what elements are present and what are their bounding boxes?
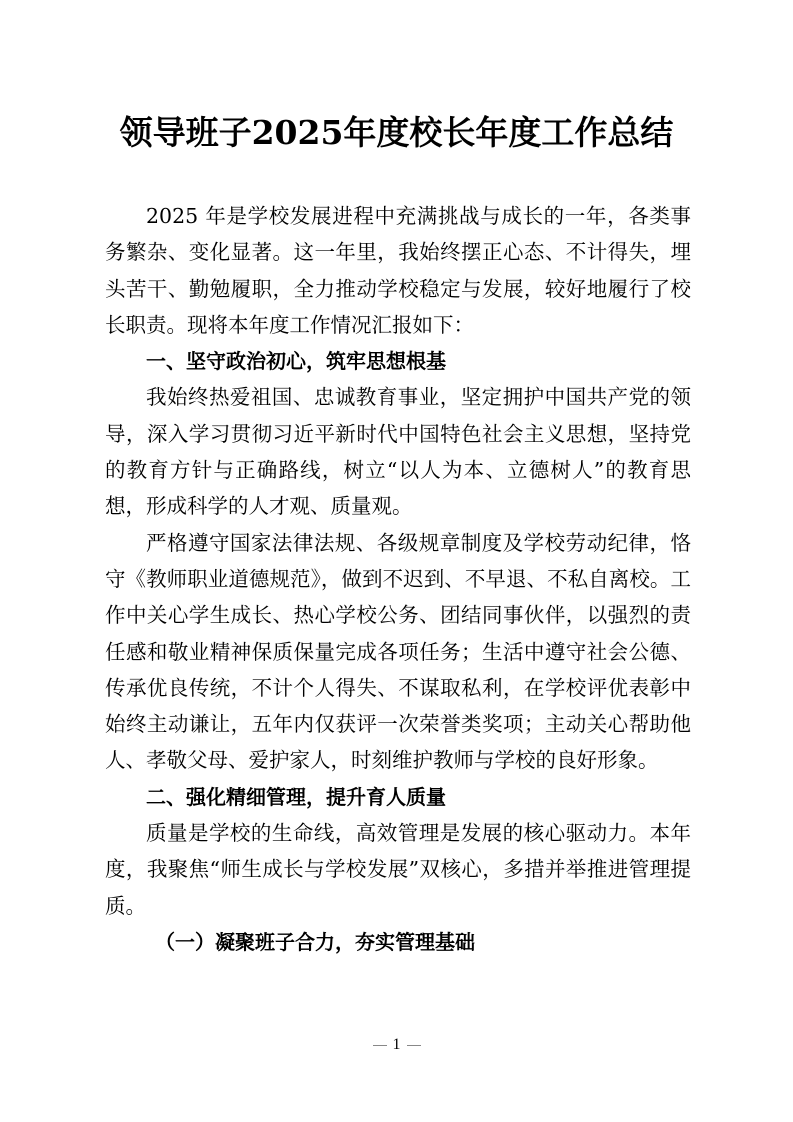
intro-paragraph: 2025 年是学校发展进程中充满挑战与成长的一年，各类事务繁杂、变化显著。这一年里，我始终摆正心态、不计得失，埋头苦干、勤勉履职，全力推动学校稳定与发展，较好地履行了校长职责。现将本年度工作情况汇报如下： <box>105 204 691 337</box>
page-number <box>0 1036 793 1054</box>
subsection-heading-1: （一）凝聚班子合力，夯实管理基础 <box>155 929 475 954</box>
page-number-dash-left <box>373 1045 387 1046</box>
paragraph-discipline: 严格遵守国家法律法规、各级规章制度及学校劳动纪律，恪守《教师职业道德规范》，做到不迟到、不早退、不私自离校。工作中关心学生成长、热心学校公务、团结同事伙伴，以强烈的责任感和敬业精神保质保量完成各项任务；生活中遵守社会公德、传承优良传统，不计个人得失、不谋取私利，在学校评优表彰中始终主动谦让，五年内仅获评一次荣誉类奖项；主动关心帮助他人、孝敬父母、爱护家人，时刻维护教师与学校的良好形象。 <box>105 530 691 773</box>
paragraph-political: 我始终热爱祖国、忠诚教育事业，坚定拥护中国共产党的领导，深入学习贯彻习近平新时代中国特色社会主义思想，坚持党的教育方针与正确路线，树立“以人为本、立德树人”的教育思想，形成科学的人才观、质量观。 <box>105 385 691 519</box>
document-body <box>105 198 691 960</box>
page-number-dash-right <box>407 1045 421 1046</box>
paragraph-management: 质量是学校的生命线，高效管理是发展的核心驱动力。本年度，我聚焦“师生成长与学校发展”双核心，多措并举推进管理提质。 <box>105 821 691 918</box>
section-heading-1: 一、坚守政治初心，筑牢思想根基 <box>146 349 446 374</box>
section-heading-2: 二、强化精细管理，提升育人质量 <box>146 784 446 809</box>
document-title: 领导班子2025年度校长年度工作总结 <box>119 113 674 152</box>
page-number-value: 1 <box>392 1036 401 1053</box>
